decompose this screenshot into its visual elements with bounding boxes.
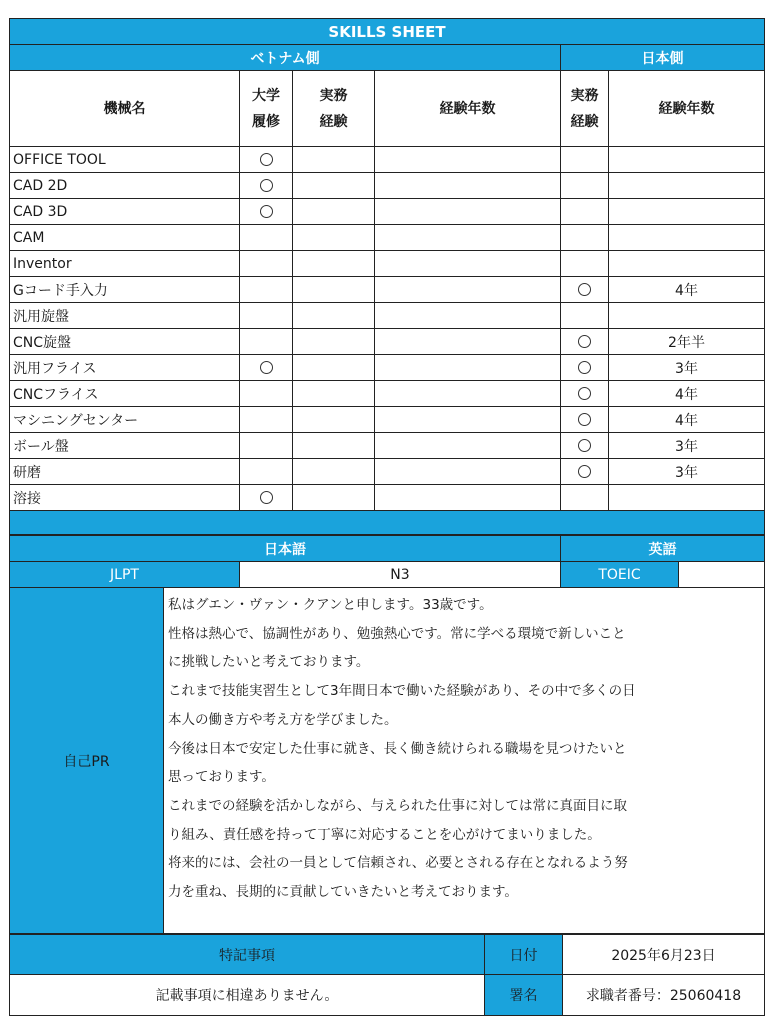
jp-years-cell: 4年 <box>609 277 765 303</box>
vn-years-cell <box>375 407 561 433</box>
machine-name: Inventor <box>10 251 240 277</box>
circle-mark-icon <box>578 465 591 478</box>
english-language-header: 英語 <box>561 536 765 562</box>
vn-years-cell <box>375 329 561 355</box>
vn-years-cell <box>375 173 561 199</box>
jp-work-cell <box>561 303 609 329</box>
vn-years-cell <box>375 355 561 381</box>
self-pr-lines <box>168 591 760 907</box>
sheet-title: SKILLS SHEET <box>10 19 765 45</box>
machine-name: ボール盤 <box>10 433 240 459</box>
machine-name: OFFICE TOOL <box>10 147 240 173</box>
circle-mark-icon <box>578 413 591 426</box>
machine-name-header: 機械名 <box>10 71 240 147</box>
jp-work-cell <box>561 147 609 173</box>
date-label: 日付 <box>485 935 563 975</box>
japanese-language-header: 日本語 <box>10 536 561 562</box>
jp-work-cell <box>561 277 609 303</box>
machine-name: CNCフライス <box>10 381 240 407</box>
jp-years-cell: 2年半 <box>609 329 765 355</box>
univ-cell <box>240 433 293 459</box>
jp-years-cell: 3年 <box>609 433 765 459</box>
self-pr-line: 力を重ね、長期的に貢献していきたいと考えております。 <box>168 884 518 901</box>
univ-cell <box>240 147 293 173</box>
self-pr-line: 思っております。 <box>168 769 275 786</box>
skill-row <box>10 459 765 485</box>
vn-work-cell <box>293 355 375 381</box>
vn-work-cell <box>293 381 375 407</box>
skill-row <box>10 303 765 329</box>
machine-name: CAD 3D <box>10 199 240 225</box>
toeic-value <box>679 562 765 588</box>
jp-years-cell <box>609 225 765 251</box>
circle-mark-icon <box>578 439 591 452</box>
circle-mark-icon <box>260 205 273 218</box>
jp-work-cell <box>561 355 609 381</box>
declaration-text: 記載事項に相違ありません。 <box>10 975 485 1016</box>
date-value: 2025年6月23日 <box>563 935 765 975</box>
self-pr-label: 自己PR <box>10 588 164 934</box>
univ-cell <box>240 251 293 277</box>
jp-years-cell <box>609 251 765 277</box>
univ-cell <box>240 381 293 407</box>
circle-mark-icon <box>260 361 273 374</box>
vn-work-cell <box>293 277 375 303</box>
language-table <box>9 535 765 934</box>
skill-row <box>10 355 765 381</box>
self-pr-line: 私はグエン・ヴァン・クアンと申します。33歳です。 <box>168 597 493 613</box>
spacer-bar <box>10 511 765 535</box>
machine-name: CAD 2D <box>10 173 240 199</box>
machine-name: マシニングセンター <box>10 407 240 433</box>
self-pr-line: 今後は日本で安定した仕事に就き、長く働き続けられる職場を見つけたいと <box>168 740 627 757</box>
skill-row <box>10 147 765 173</box>
machine-name: Gコード手入力 <box>10 277 240 303</box>
jp-work-header: 実務 経験 <box>561 71 609 147</box>
machine-name: 研磨 <box>10 459 240 485</box>
jlpt-label: JLPT <box>10 562 240 588</box>
circle-mark-icon <box>578 387 591 400</box>
jp-years-cell: 4年 <box>609 407 765 433</box>
circle-mark-icon <box>578 361 591 374</box>
vn-work-cell <box>293 251 375 277</box>
circle-mark-icon <box>260 491 273 504</box>
signature-label: 署名 <box>485 975 563 1016</box>
vn-years-cell <box>375 225 561 251</box>
skill-row <box>10 225 765 251</box>
skill-row <box>10 199 765 225</box>
vn-years-cell <box>375 199 561 225</box>
machine-name: 溶接 <box>10 485 240 511</box>
circle-mark-icon <box>260 153 273 166</box>
univ-cell <box>240 173 293 199</box>
vn-years-cell <box>375 277 561 303</box>
self-pr-line: 将来的には、会社の一員として信頼され、必要とされる存在となれるよう努 <box>168 855 628 872</box>
jp-years-cell <box>609 303 765 329</box>
univ-cell <box>240 225 293 251</box>
jp-years-cell <box>609 173 765 199</box>
jp-work-cell <box>561 173 609 199</box>
vn-work-header: 実務 経験 <box>293 71 375 147</box>
jp-work-cell <box>561 485 609 511</box>
univ-cell <box>240 329 293 355</box>
jp-work-cell <box>561 225 609 251</box>
machine-name: 汎用フライス <box>10 355 240 381</box>
vn-years-cell <box>375 381 561 407</box>
jp-work-cell <box>561 251 609 277</box>
jp-years-cell: 3年 <box>609 459 765 485</box>
vn-work-cell <box>293 303 375 329</box>
self-pr-line: 性格は熱心で、協調性があり、勉強熱心です。常に学べる環境で新しいこと <box>168 625 626 642</box>
japan-side-header: 日本側 <box>561 45 765 71</box>
skills-table <box>9 18 765 535</box>
univ-cell <box>240 355 293 381</box>
machine-name: CNC旋盤 <box>10 329 240 355</box>
machine-name: 汎用旋盤 <box>10 303 240 329</box>
univ-cell <box>240 407 293 433</box>
univ-cell <box>240 485 293 511</box>
jp-years-cell <box>609 147 765 173</box>
jp-work-cell <box>561 407 609 433</box>
univ-cell <box>240 199 293 225</box>
skill-row <box>10 277 765 303</box>
skill-row <box>10 173 765 199</box>
vn-work-cell <box>293 199 375 225</box>
jp-years-cell: 4年 <box>609 381 765 407</box>
skill-row <box>10 251 765 277</box>
footer-table <box>9 934 765 1016</box>
vn-years-cell <box>375 433 561 459</box>
skill-row <box>10 407 765 433</box>
skill-row <box>10 433 765 459</box>
jp-years-cell: 3年 <box>609 355 765 381</box>
univ-header: 大学 履修 <box>240 71 293 147</box>
signature-value: 求職者番号：25060418 <box>563 975 765 1016</box>
jlpt-value: N3 <box>240 562 561 588</box>
toeic-label: TOEIC <box>561 562 679 588</box>
jp-years-cell <box>609 485 765 511</box>
vn-work-cell <box>293 329 375 355</box>
univ-cell <box>240 459 293 485</box>
jp-work-cell <box>561 329 609 355</box>
self-pr-line: に挑戦したいと考えております。 <box>168 654 370 671</box>
jp-work-cell <box>561 199 609 225</box>
vn-years-cell <box>375 459 561 485</box>
skill-row <box>10 329 765 355</box>
univ-cell <box>240 277 293 303</box>
vietnam-side-header: ベトナム側 <box>10 45 561 71</box>
machine-name: CAM <box>10 225 240 251</box>
vn-years-cell <box>375 303 561 329</box>
univ-cell <box>240 303 293 329</box>
jp-years-header: 経験年数 <box>609 71 765 147</box>
circle-mark-icon <box>260 179 273 192</box>
self-pr-line: これまでの経験を活かしながら、与えられた仕事に対しては常に真面目に取 <box>168 797 627 814</box>
self-pr-text <box>164 588 765 934</box>
self-pr-line: これまで技能実習生として3年間日本で働いた経験があり、その中で多くの日 <box>168 683 636 700</box>
vn-work-cell <box>293 485 375 511</box>
vn-work-cell <box>293 433 375 459</box>
vn-years-cell <box>375 485 561 511</box>
skill-row <box>10 485 765 511</box>
skills-sheet <box>9 18 764 1016</box>
vn-work-cell <box>293 173 375 199</box>
vn-years-cell <box>375 251 561 277</box>
vn-years-header: 経験年数 <box>375 71 561 147</box>
special-notes-label: 特記事項 <box>10 935 485 975</box>
jp-work-cell <box>561 459 609 485</box>
self-pr-line: 本人の働き方や考え方を学びました。 <box>168 711 398 728</box>
vn-years-cell <box>375 147 561 173</box>
jp-work-cell <box>561 381 609 407</box>
jp-work-cell <box>561 433 609 459</box>
vn-work-cell <box>293 147 375 173</box>
circle-mark-icon <box>578 335 591 348</box>
circle-mark-icon <box>578 283 591 296</box>
skill-rows <box>10 147 765 511</box>
vn-work-cell <box>293 225 375 251</box>
jp-years-cell <box>609 199 765 225</box>
skill-row <box>10 381 765 407</box>
self-pr-line: り組み、責任感を持って丁寧に対応することを心がけてまいりました。 <box>168 826 601 843</box>
vn-work-cell <box>293 407 375 433</box>
vn-work-cell <box>293 459 375 485</box>
